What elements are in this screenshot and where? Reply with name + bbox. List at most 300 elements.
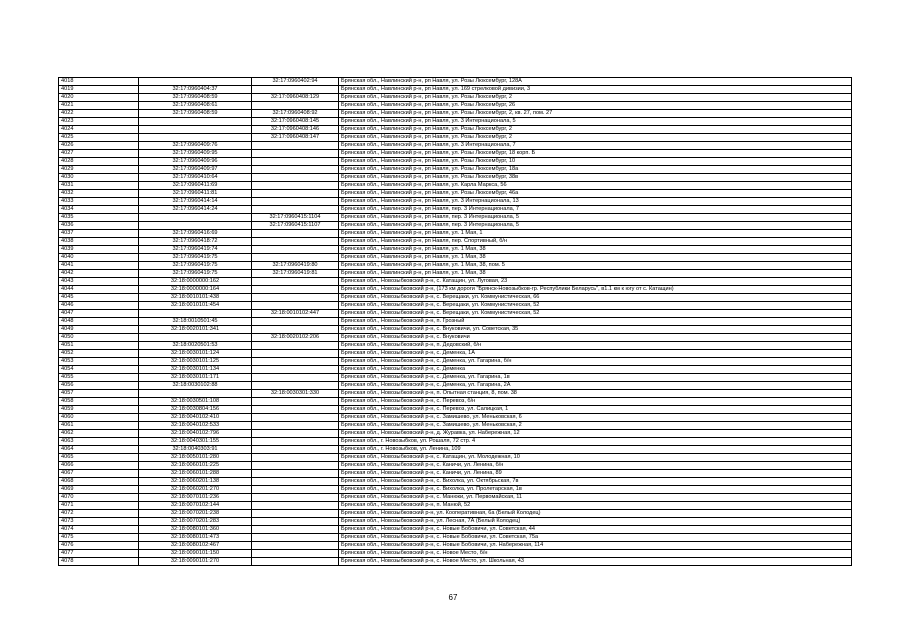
- address-cell: Брянская обл., Новозыбковский р-н, с. Катащин, ул. Молодежная, 10: [339, 454, 852, 462]
- table-row: [59, 358, 852, 366]
- land-cadastral-number-cell: 32:17:0960408:59: [139, 94, 252, 102]
- land-cadastral-number-cell: [139, 390, 252, 398]
- table-row: [59, 166, 852, 174]
- building-cadastral-number-cell: [252, 470, 339, 478]
- land-cadastral-number-cell: 32:17:0960411:69: [139, 182, 252, 190]
- row-number-cell: 4041: [59, 262, 139, 270]
- table-row: [59, 150, 852, 158]
- row-number-cell: 4030: [59, 174, 139, 182]
- table-row: [59, 422, 852, 430]
- address-cell: Брянская обл., Навлинский р-н, рп Навля, ул. Розы Люксембург, 26: [339, 102, 852, 110]
- building-cadastral-number-cell: [252, 510, 339, 518]
- table-row: [59, 158, 852, 166]
- row-number-cell: 4032: [59, 190, 139, 198]
- table-row: [59, 558, 852, 566]
- table-row: [59, 262, 852, 270]
- table-row: [59, 222, 852, 230]
- land-cadastral-number-cell: 32:17:0960419:74: [139, 246, 252, 254]
- table-row: [59, 342, 852, 350]
- land-cadastral-number-cell: 32:17:0960409:96: [139, 158, 252, 166]
- table-row: [59, 374, 852, 382]
- land-cadastral-number-cell: 32:18:0090101:270: [139, 558, 252, 566]
- address-cell: Брянская обл., Навлинский р-н, рп Навля, пер. 3 Интернационала, 7: [339, 206, 852, 214]
- building-cadastral-number-cell: [252, 286, 339, 294]
- row-number-cell: 4042: [59, 270, 139, 278]
- land-cadastral-number-cell: 32:18:0080101:360: [139, 526, 252, 534]
- row-number-cell: 4034: [59, 206, 139, 214]
- row-number-cell: 4061: [59, 422, 139, 430]
- table-row: [59, 238, 852, 246]
- address-cell: Брянская обл., Новозыбковский р-н, с. Новые Бобовичи, ул. Набережная, 114: [339, 542, 852, 550]
- address-cell: Брянская обл., г. Новозыбков, ул. Ленина, 109: [339, 446, 852, 454]
- building-cadastral-number-cell: [252, 238, 339, 246]
- address-cell: Брянская обл., Навлинский р-н, рп Навля, ул. Розы Люксембург, 18а: [339, 166, 852, 174]
- table-row: [59, 246, 852, 254]
- land-cadastral-number-cell: 32:18:0060101:288: [139, 470, 252, 478]
- table-row: [59, 462, 852, 470]
- building-cadastral-number-cell: [252, 366, 339, 374]
- building-cadastral-number-cell: [252, 494, 339, 502]
- land-cadastral-number-cell: 32:17:0960419:75: [139, 254, 252, 262]
- land-cadastral-number-cell: 32:17:0960409:95: [139, 150, 252, 158]
- building-cadastral-number-cell: 32:18:0030301:330: [252, 390, 339, 398]
- building-cadastral-number-cell: [252, 454, 339, 462]
- row-number-cell: 4059: [59, 406, 139, 414]
- land-cadastral-number-cell: 32:18:0000000:164: [139, 286, 252, 294]
- building-cadastral-number-cell: [252, 446, 339, 454]
- registry-table: [58, 77, 852, 566]
- building-cadastral-number-cell: [252, 86, 339, 94]
- building-cadastral-number-cell: [252, 302, 339, 310]
- row-number-cell: 4039: [59, 246, 139, 254]
- row-number-cell: 4020: [59, 94, 139, 102]
- address-cell: Брянская обл., Новозыбковский р-н, с. Новые Бобовичи, ул. Советская, 75а: [339, 534, 852, 542]
- land-cadastral-number-cell: 32:18:0060201:270: [139, 486, 252, 494]
- table-row: [59, 286, 852, 294]
- land-cadastral-number-cell: 32:18:0040303:91: [139, 446, 252, 454]
- page-number: 67: [448, 593, 458, 602]
- building-cadastral-number-cell: [252, 358, 339, 366]
- land-cadastral-number-cell: 32:18:0040102:410: [139, 414, 252, 422]
- row-number-cell: 4018: [59, 78, 139, 86]
- row-number-cell: 4038: [59, 238, 139, 246]
- building-cadastral-number-cell: 32:17:0960408:146: [252, 126, 339, 134]
- land-cadastral-number-cell: 32:18:0070102:144: [139, 502, 252, 510]
- table-row: [59, 270, 852, 278]
- table-row: [59, 382, 852, 390]
- row-number-cell: 4068: [59, 478, 139, 486]
- row-number-cell: 4052: [59, 350, 139, 358]
- building-cadastral-number-cell: [252, 254, 339, 262]
- building-cadastral-number-cell: 32:18:0010102:447: [252, 310, 339, 318]
- land-cadastral-number-cell: 32:18:0030101:125: [139, 358, 252, 366]
- building-cadastral-number-cell: [252, 422, 339, 430]
- address-cell: Брянская обл., Новозыбковский р-н, с. Вихолка, ул. Пролетарская, 1в: [339, 486, 852, 494]
- table-row: [59, 134, 852, 142]
- building-cadastral-number-cell: [252, 438, 339, 446]
- row-number-cell: 4063: [59, 438, 139, 446]
- address-cell: Брянская обл., Навлинский р-н, рп Навля, ул. Розы Люксембург, 46а: [339, 190, 852, 198]
- building-cadastral-number-cell: 32:17:0960408:147: [252, 134, 339, 142]
- address-cell: Брянская обл., Новозыбковский р-н, с. Деменка, ул. Гагарина, б/н: [339, 358, 852, 366]
- land-cadastral-number-cell: 32:18:0000000:162: [139, 278, 252, 286]
- address-cell: Брянская обл., Новозыбковский р-н, с. Верещаки, ул. Коммунистическая, 52: [339, 310, 852, 318]
- building-cadastral-number-cell: [252, 526, 339, 534]
- table-row: [59, 318, 852, 326]
- row-number-cell: 4023: [59, 118, 139, 126]
- table-row: [59, 182, 852, 190]
- address-cell: Брянская обл., Навлинский р-н, рп Навля, ул. Розы Люксембург, 128А: [339, 78, 852, 86]
- building-cadastral-number-cell: [252, 542, 339, 550]
- address-cell: Брянская обл., Новозыбковский р-н, с. Внуковичи: [339, 334, 852, 342]
- land-cadastral-number-cell: [139, 310, 252, 318]
- building-cadastral-number-cell: [252, 558, 339, 566]
- building-cadastral-number-cell: [252, 398, 339, 406]
- building-cadastral-number-cell: [252, 182, 339, 190]
- address-cell: Брянская обл., Новозыбковский р-н, с. Манюки, ул. Первомайская, 11: [339, 494, 852, 502]
- table-row: [59, 534, 852, 542]
- address-cell: Брянская обл., г. Новозыбков, ул. Рошаля, 72 стр. 4: [339, 438, 852, 446]
- land-cadastral-number-cell: 32:18:0060201:138: [139, 478, 252, 486]
- table-row: [59, 110, 852, 118]
- land-cadastral-number-cell: 32:18:0040301:155: [139, 438, 252, 446]
- row-number-cell: 4029: [59, 166, 139, 174]
- land-cadastral-number-cell: 32:17:0960409:97: [139, 166, 252, 174]
- table-row: [59, 230, 852, 238]
- table-row: [59, 502, 852, 510]
- building-cadastral-number-cell: [252, 534, 339, 542]
- address-cell: Брянская обл., Новозыбковский р-н, с. Перевоз, ул. Салицкая, 1: [339, 406, 852, 414]
- building-cadastral-number-cell: [252, 478, 339, 486]
- address-cell: Брянская обл., Новозыбковский р-н, д. Журавка, ул. Набережная, 12: [339, 430, 852, 438]
- land-cadastral-number-cell: 32:17:0960419:75: [139, 270, 252, 278]
- registry-table-body: [59, 78, 852, 566]
- table-row: [59, 278, 852, 286]
- address-cell: Брянская обл., Новозыбковский р-н, ул. Лесная, 7А (Белый Колодец): [339, 518, 852, 526]
- table-row: [59, 94, 852, 102]
- land-cadastral-number-cell: 32:17:0960411:81: [139, 190, 252, 198]
- row-number-cell: 4045: [59, 294, 139, 302]
- row-number-cell: 4050: [59, 334, 139, 342]
- building-cadastral-number-cell: 32:17:0960408:145: [252, 118, 339, 126]
- table-row: [59, 254, 852, 262]
- address-cell: Брянская обл., Новозыбковский р-н, с. Замишево, ул. Меньковская, 6: [339, 414, 852, 422]
- land-cadastral-number-cell: 32:18:0040102:533: [139, 422, 252, 430]
- table-row: [59, 174, 852, 182]
- building-cadastral-number-cell: [252, 198, 339, 206]
- row-number-cell: 4065: [59, 454, 139, 462]
- row-number-cell: 4046: [59, 302, 139, 310]
- land-cadastral-number-cell: [139, 214, 252, 222]
- land-cadastral-number-cell: 32:18:0090101:150: [139, 550, 252, 558]
- row-number-cell: 4078: [59, 558, 139, 566]
- address-cell: Брянская обл., Навлинский р-н, рп Навля, ул. 3 Интернационала, 13: [339, 198, 852, 206]
- building-cadastral-number-cell: 32:18:0020102:206: [252, 334, 339, 342]
- table-row: [59, 542, 852, 550]
- row-number-cell: 4043: [59, 278, 139, 286]
- land-cadastral-number-cell: 32:18:0040102:796: [139, 430, 252, 438]
- address-cell: Брянская обл., Новозыбковский р-н, с. Деменка, 1А: [339, 350, 852, 358]
- row-number-cell: 4074: [59, 526, 139, 534]
- land-cadastral-number-cell: 32:18:0030501:108: [139, 398, 252, 406]
- row-number-cell: 4053: [59, 358, 139, 366]
- row-number-cell: 4055: [59, 374, 139, 382]
- address-cell: Брянская обл., Новозыбковский р-н, с. Внуковичи, ул. Советская, 35: [339, 326, 852, 334]
- row-number-cell: 4064: [59, 446, 139, 454]
- address-cell: Брянская обл., Навлинский р-н, рп Навля, пер. Спортивный, б/н: [339, 238, 852, 246]
- address-cell: Брянская обл., Навлинский р-н, рп Навля, ул. Карла Маркса, 56: [339, 182, 852, 190]
- address-cell: Брянская обл., Навлинский р-н, рп Навля, ул. 3 Интернационала, 7: [339, 142, 852, 150]
- table-row: [59, 486, 852, 494]
- table-row: [59, 302, 852, 310]
- land-cadastral-number-cell: 32:18:0080101:473: [139, 534, 252, 542]
- row-number-cell: 4075: [59, 534, 139, 542]
- building-cadastral-number-cell: [252, 374, 339, 382]
- building-cadastral-number-cell: [252, 174, 339, 182]
- address-cell: Брянская обл., Навлинский р-н, рп Навля, ул. Розы Люксембург, 18 корп. Б: [339, 150, 852, 158]
- table-row: [59, 190, 852, 198]
- address-cell: Брянская обл., Навлинский р-н, рп Навля, ул. Розы Люксембург, 38в: [339, 174, 852, 182]
- address-cell: Брянская обл., Новозыбковский р-н, п. Дедовский, б/н: [339, 342, 852, 350]
- table-row: [59, 78, 852, 86]
- land-cadastral-number-cell: 32:18:0030804:156: [139, 406, 252, 414]
- land-cadastral-number-cell: 32:18:0010101:438: [139, 294, 252, 302]
- row-number-cell: 4058: [59, 398, 139, 406]
- building-cadastral-number-cell: [252, 278, 339, 286]
- land-cadastral-number-cell: 32:17:0960416:69: [139, 230, 252, 238]
- address-cell: Брянская обл., Навлинский р-н, рп Навля, ул. Розы Люксембург, 10: [339, 158, 852, 166]
- address-cell: Брянская обл., Новозыбковский р-н, п. Манюй, 52: [339, 502, 852, 510]
- table-row: [59, 446, 852, 454]
- land-cadastral-number-cell: 32:18:0050101:280: [139, 454, 252, 462]
- building-cadastral-number-cell: [252, 430, 339, 438]
- address-cell: Брянская обл., Навлинский р-н, рп Навля, ул. Розы Люксембург, 2: [339, 94, 852, 102]
- building-cadastral-number-cell: [252, 414, 339, 422]
- row-number-cell: 4077: [59, 550, 139, 558]
- building-cadastral-number-cell: 32:17:0960419:81: [252, 270, 339, 278]
- building-cadastral-number-cell: 32:17:0960415:1104: [252, 214, 339, 222]
- table-row: [59, 142, 852, 150]
- table-row: [59, 510, 852, 518]
- table-row: [59, 214, 852, 222]
- land-cadastral-number-cell: 32:17:0960418:72: [139, 238, 252, 246]
- row-number-cell: 4024: [59, 126, 139, 134]
- row-number-cell: 4073: [59, 518, 139, 526]
- building-cadastral-number-cell: [252, 326, 339, 334]
- row-number-cell: 4022: [59, 110, 139, 118]
- building-cadastral-number-cell: [252, 190, 339, 198]
- address-cell: Брянская обл., Новозыбковский р-н, с. Катащин, ул. Луговая, 23: [339, 278, 852, 286]
- building-cadastral-number-cell: [252, 486, 339, 494]
- row-number-cell: 4057: [59, 390, 139, 398]
- land-cadastral-number-cell: 32:18:0030101:134: [139, 366, 252, 374]
- row-number-cell: 4069: [59, 486, 139, 494]
- building-cadastral-number-cell: 32:17:0960408:92: [252, 110, 339, 118]
- building-cadastral-number-cell: [252, 166, 339, 174]
- building-cadastral-number-cell: 32:17:0960419:80: [252, 262, 339, 270]
- row-number-cell: 4049: [59, 326, 139, 334]
- building-cadastral-number-cell: [252, 462, 339, 470]
- table-row: [59, 398, 852, 406]
- address-cell: Брянская обл., Новозыбковский р-н, с. Деменка: [339, 366, 852, 374]
- table-row: [59, 414, 852, 422]
- table-row: [59, 470, 852, 478]
- land-cadastral-number-cell: 32:17:0960410:64: [139, 174, 252, 182]
- building-cadastral-number-cell: [252, 206, 339, 214]
- row-number-cell: 4028: [59, 158, 139, 166]
- row-number-cell: 4067: [59, 470, 139, 478]
- building-cadastral-number-cell: [252, 382, 339, 390]
- land-cadastral-number-cell: 32:18:0030101:171: [139, 374, 252, 382]
- row-number-cell: 4037: [59, 230, 139, 238]
- row-number-cell: 4025: [59, 134, 139, 142]
- table-row: [59, 550, 852, 558]
- row-number-cell: 4051: [59, 342, 139, 350]
- address-cell: Брянская обл., Новозыбковский р-н, с. Деменка, ул. Гагарина, 1в: [339, 374, 852, 382]
- building-cadastral-number-cell: [252, 102, 339, 110]
- land-cadastral-number-cell: 32:17:0960409:76: [139, 142, 252, 150]
- table-row: [59, 126, 852, 134]
- land-cadastral-number-cell: [139, 78, 252, 86]
- land-cadastral-number-cell: 32:18:0070201:238: [139, 510, 252, 518]
- table-row: [59, 310, 852, 318]
- address-cell: Брянская обл., Новозыбковский р-н, с. Замишево, ул. Меньковская, 2: [339, 422, 852, 430]
- address-cell: Брянская обл., Навлинский р-н, рп Навля, ул. Розы Люксембург, 2: [339, 126, 852, 134]
- table-row: [59, 438, 852, 446]
- row-number-cell: 4054: [59, 366, 139, 374]
- building-cadastral-number-cell: [252, 350, 339, 358]
- land-cadastral-number-cell: 32:18:0020501:53: [139, 342, 252, 350]
- land-cadastral-number-cell: 32:18:0070201:283: [139, 518, 252, 526]
- land-cadastral-number-cell: 32:18:0080102:467: [139, 542, 252, 550]
- address-cell: Брянская обл., Навлинский р-н, рп Навля, ул. 1 Мая, 38: [339, 254, 852, 262]
- table-row: [59, 430, 852, 438]
- land-cadastral-number-cell: 32:17:0960414:14: [139, 198, 252, 206]
- address-cell: Брянская обл., Навлинский р-н, рп Навля, ул. 1 Мая, 38: [339, 246, 852, 254]
- land-cadastral-number-cell: 32:18:0010101:454: [139, 302, 252, 310]
- land-cadastral-number-cell: [139, 222, 252, 230]
- address-cell: Брянская обл., Новозыбковский р-н, с. Каничи, ул. Ленина, б/н: [339, 462, 852, 470]
- land-cadastral-number-cell: [139, 134, 252, 142]
- table-row: [59, 206, 852, 214]
- table-row: [59, 478, 852, 486]
- row-number-cell: 4026: [59, 142, 139, 150]
- building-cadastral-number-cell: 32:17:0960402:94: [252, 78, 339, 86]
- table-row: [59, 494, 852, 502]
- table-row: [59, 350, 852, 358]
- land-cadastral-number-cell: 32:18:0070101:236: [139, 494, 252, 502]
- table-row: [59, 294, 852, 302]
- building-cadastral-number-cell: [252, 230, 339, 238]
- address-cell: Брянская обл., Новозыбковский р-н, с. Деменка, ул. Гагарина, 2А: [339, 382, 852, 390]
- address-cell: Брянская обл., Новозыбковский р-н, п. Грозный: [339, 318, 852, 326]
- land-cadastral-number-cell: 32:17:0960419:75: [139, 262, 252, 270]
- table-row: [59, 118, 852, 126]
- land-cadastral-number-cell: 32:17:0960414:24: [139, 206, 252, 214]
- table-row: [59, 198, 852, 206]
- land-cadastral-number-cell: 32:18:0030101:124: [139, 350, 252, 358]
- building-cadastral-number-cell: [252, 318, 339, 326]
- address-cell: Брянская обл., Навлинский р-н, рп Навля, пер. 3 Интернационала, 5: [339, 214, 852, 222]
- address-cell: Брянская обл., Новозыбковский р-н, с. Верещаки, ул. Коммунистическая, 66: [339, 294, 852, 302]
- row-number-cell: 4047: [59, 310, 139, 318]
- address-cell: Брянская обл., Новозыбковский р-н, с. Перевоз, б/н: [339, 398, 852, 406]
- table-row: [59, 518, 852, 526]
- table-row: [59, 86, 852, 94]
- land-cadastral-number-cell: 32:17:0960404:37: [139, 86, 252, 94]
- address-cell: Брянская обл., Навлинский р-н, рп Навля, ул. 1 Мая, 38: [339, 270, 852, 278]
- table-row: [59, 454, 852, 462]
- address-cell: Брянская обл., Новозыбковский р-н, с. Верещаки, ул. Коммунистическая, 52: [339, 302, 852, 310]
- building-cadastral-number-cell: 32:17:0960408:129: [252, 94, 339, 102]
- row-number-cell: 4035: [59, 214, 139, 222]
- building-cadastral-number-cell: [252, 518, 339, 526]
- row-number-cell: 4066: [59, 462, 139, 470]
- row-number-cell: 4076: [59, 542, 139, 550]
- row-number-cell: 4060: [59, 414, 139, 422]
- land-cadastral-number-cell: 32:18:0060101:225: [139, 462, 252, 470]
- land-cadastral-number-cell: [139, 118, 252, 126]
- address-cell: Брянская обл., Новозыбковский р-н, с. Новое Место, ул. Школьная, 43: [339, 558, 852, 566]
- row-number-cell: 4056: [59, 382, 139, 390]
- address-cell: Брянская обл., Навлинский р-н, рп Навля, ул. Розы Люксембург, 2, кв. 27, пом. 27: [339, 110, 852, 118]
- address-cell: Брянская обл., Навлинский р-н, рп Навля, ул. 3 Интернационала, 5: [339, 118, 852, 126]
- table-row: [59, 334, 852, 342]
- building-cadastral-number-cell: [252, 502, 339, 510]
- row-number-cell: 4044: [59, 286, 139, 294]
- row-number-cell: 4062: [59, 430, 139, 438]
- table-row: [59, 390, 852, 398]
- address-cell: Брянская обл., Новозыбковский р-н, с. Новые Бобовичи, ул. Советская, 44: [339, 526, 852, 534]
- address-cell: Брянская обл., Новозыбковский р-н, с. Вихолка, ул. Октябрьская, 7в: [339, 478, 852, 486]
- table-row: [59, 102, 852, 110]
- building-cadastral-number-cell: 32:17:0960415:1107: [252, 222, 339, 230]
- building-cadastral-number-cell: [252, 142, 339, 150]
- row-number-cell: 4072: [59, 510, 139, 518]
- building-cadastral-number-cell: [252, 158, 339, 166]
- address-cell: Брянская обл., Новозыбковский р-н, (173 км дороги "Брянск-Новозыбков-гр. Республики Беларусь", в1.1 км к югу от с. Катащин): [339, 286, 852, 294]
- building-cadastral-number-cell: [252, 406, 339, 414]
- table-row: [59, 326, 852, 334]
- land-cadastral-number-cell: [139, 126, 252, 134]
- land-cadastral-number-cell: 32:17:0960408:61: [139, 102, 252, 110]
- table-row: [59, 406, 852, 414]
- address-cell: Брянская обл., Новозыбковский р-н, п. Опытная станция, 8, пом. 38: [339, 390, 852, 398]
- address-cell: Брянская обл., Навлинский р-н, рп Навля, ул. 1 Мая, 1: [339, 230, 852, 238]
- row-number-cell: 4071: [59, 502, 139, 510]
- row-number-cell: 4040: [59, 254, 139, 262]
- address-cell: Брянская обл., Навлинский р-н, рп Навля, ул. 169 стрелковой дивизии, 3: [339, 86, 852, 94]
- address-cell: Брянская обл., Навлинский р-н, рп Навля, ул. 1 Мая, 38, пом. 5: [339, 262, 852, 270]
- address-cell: Брянская обл., Навлинский р-н, рп Навля, пер. 3 Интернационала, 5: [339, 222, 852, 230]
- row-number-cell: 4019: [59, 86, 139, 94]
- table-row: [59, 366, 852, 374]
- land-cadastral-number-cell: 32:18:0020101:341: [139, 326, 252, 334]
- row-number-cell: 4031: [59, 182, 139, 190]
- land-cadastral-number-cell: 32:17:0960408:59: [139, 110, 252, 118]
- building-cadastral-number-cell: [252, 150, 339, 158]
- building-cadastral-number-cell: [252, 342, 339, 350]
- address-cell: Брянская обл., Новозыбковский р-н, ул. Кооперативная, 6а (Белый Колодец): [339, 510, 852, 518]
- row-number-cell: 4048: [59, 318, 139, 326]
- address-cell: Брянская обл., Новозыбковский р-н, с. Новое Место, б/н: [339, 550, 852, 558]
- row-number-cell: 4036: [59, 222, 139, 230]
- table-row: [59, 526, 852, 534]
- land-cadastral-number-cell: 32:18:0030102:88: [139, 382, 252, 390]
- address-cell: Брянская обл., Навлинский р-н, рп Навля, ул. Розы Люксембург, 2: [339, 134, 852, 142]
- land-cadastral-number-cell: [139, 334, 252, 342]
- row-number-cell: 4021: [59, 102, 139, 110]
